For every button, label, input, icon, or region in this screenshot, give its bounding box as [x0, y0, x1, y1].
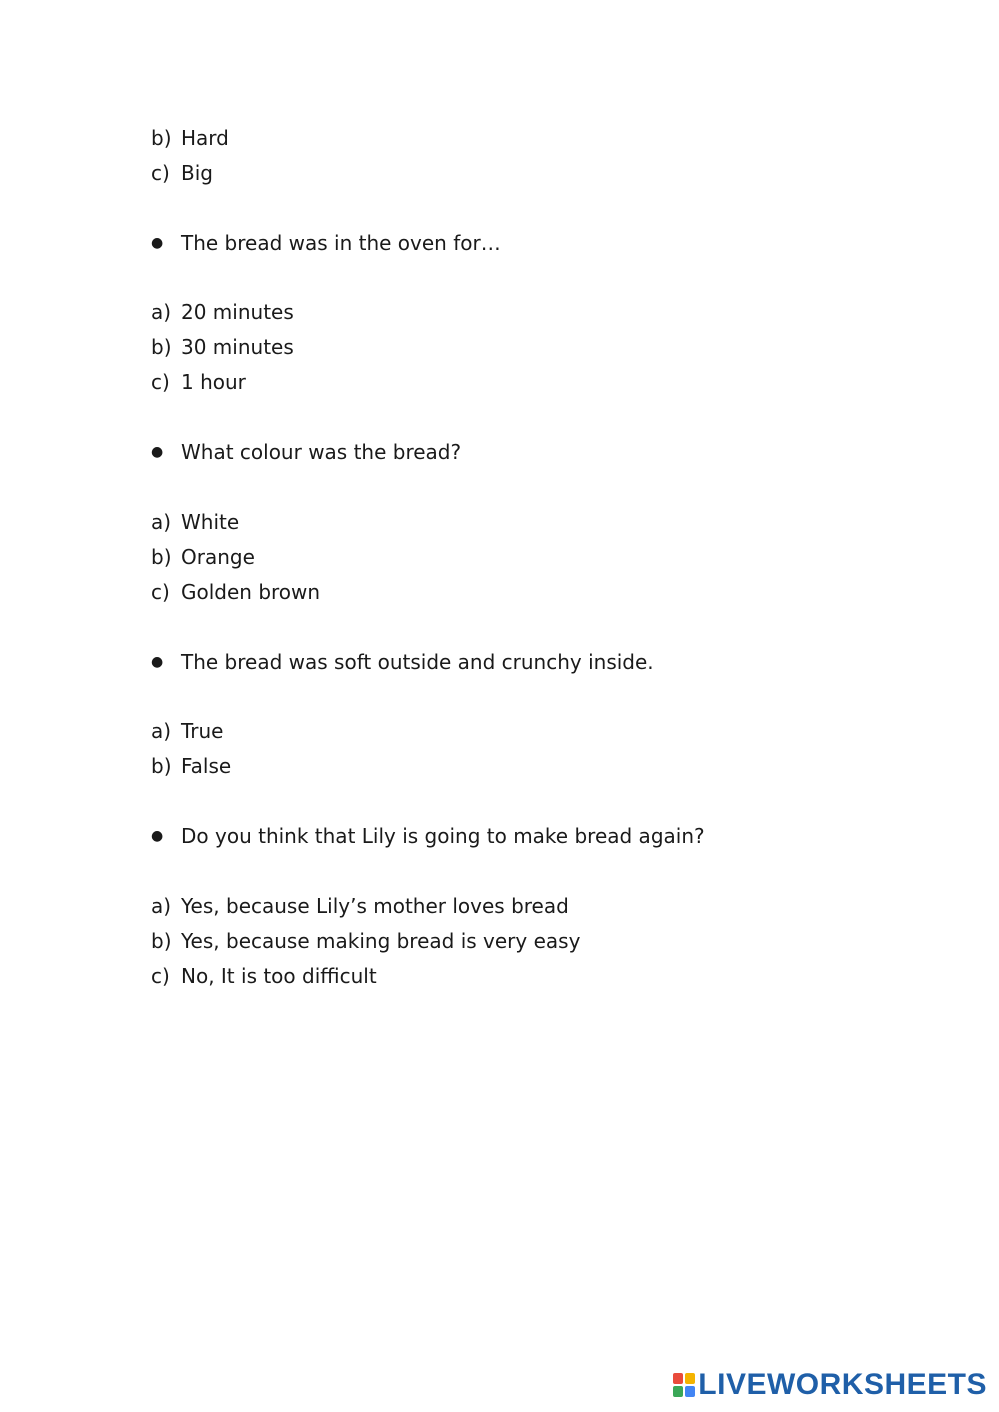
option-text: False: [181, 754, 232, 778]
bullet-icon: ●: [151, 235, 164, 251]
question-text: The bread was in the oven for…: [181, 231, 501, 255]
option-text: 30 minutes: [181, 335, 294, 359]
option-text: Big: [181, 161, 213, 185]
option-letter: c): [151, 161, 170, 185]
liveworksheets-logo[interactable]: [673, 1370, 987, 1400]
option-letter: b): [151, 335, 172, 359]
option-text: White: [181, 510, 240, 534]
option-text: Hard: [181, 126, 229, 150]
option-letter: b): [151, 929, 172, 953]
answer-option[interactable]: [151, 333, 294, 361]
question-text: What colour was the bread?: [181, 440, 462, 464]
bullet-icon: ●: [151, 828, 164, 844]
option-text: No, It is too difficult: [181, 964, 377, 988]
answer-option[interactable]: [151, 892, 569, 920]
option-letter: c): [151, 580, 170, 604]
option-letter: c): [151, 370, 170, 394]
question: [151, 648, 654, 676]
bullet-icon: ●: [151, 654, 164, 670]
option-text: Yes, because making bread is very easy: [181, 929, 581, 953]
option-letter: a): [151, 894, 172, 918]
answer-option[interactable]: [151, 927, 580, 955]
question: [151, 822, 705, 850]
answer-option[interactable]: [151, 752, 231, 780]
question-text: Do you think that Lily is going to make bread again?: [181, 824, 705, 848]
answer-option[interactable]: [151, 508, 239, 536]
logo-square-green: [673, 1386, 683, 1397]
answer-option[interactable]: [151, 578, 320, 606]
option-letter: b): [151, 126, 172, 150]
option-letter: a): [151, 300, 172, 324]
option-letter: b): [151, 545, 172, 569]
answer-option[interactable]: [151, 298, 294, 326]
answer-option[interactable]: [151, 717, 223, 745]
option-letter: b): [151, 754, 172, 778]
option-text: True: [181, 719, 224, 743]
logo-square-yellow: [685, 1373, 695, 1384]
question: [151, 438, 461, 466]
option-text: 20 minutes: [181, 300, 294, 324]
option-letter: a): [151, 719, 172, 743]
logo-mark-icon: [673, 1373, 695, 1397]
option-text: Golden brown: [181, 580, 321, 604]
answer-option[interactable]: [151, 368, 246, 396]
logo-square-red: [673, 1373, 683, 1384]
option-text: Yes, because Lily’s mother loves bread: [181, 894, 569, 918]
logo-square-blue: [685, 1386, 695, 1397]
answer-option[interactable]: [151, 124, 229, 152]
option-text: Orange: [181, 545, 255, 569]
question-text: The bread was soft outside and crunchy inside.: [181, 650, 654, 674]
option-text: 1 hour: [181, 370, 246, 394]
logo-text: LIVEWORKSHEETS: [698, 1368, 987, 1401]
answer-option[interactable]: [151, 962, 377, 990]
bullet-icon: ●: [151, 444, 164, 460]
answer-option[interactable]: [151, 543, 255, 571]
answer-option[interactable]: [151, 159, 213, 187]
option-letter: c): [151, 964, 170, 988]
option-letter: a): [151, 510, 172, 534]
question: [151, 229, 501, 257]
